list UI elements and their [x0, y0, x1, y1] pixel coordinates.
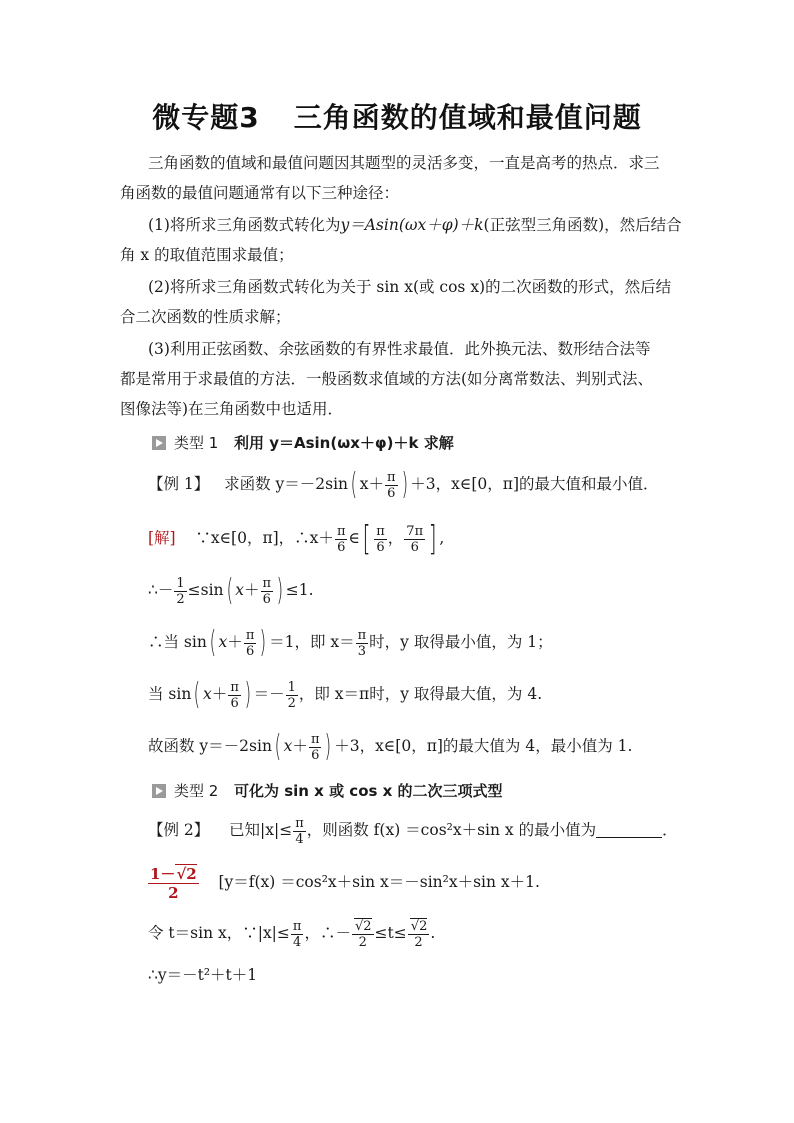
- solution-1-step-4: 当 sin( x＋ $\frac{\pi}{6}$ ) ＝－ $\frac{1}{2}$ ，即 x＝π时，y 取得最大值，为 4.: [148, 677, 543, 712]
- solution-1-step-3: ∴当 sin( x＋ $\frac{\pi}{6}$ ) ＝1，即 x＝ $\frac{\pi}{3}$ 时，y 取得最小值，为 1；: [148, 625, 553, 660]
- title-main: 三角函数的值域和最值问题: [293, 101, 642, 134]
- example-1: 【例 1】 求函数 y＝－2sin( x＋ $\frac{\pi}{6}$ ) ＋3，x∈[0，π]的最大值和最小值．: [148, 467, 659, 502]
- type-1-heading: 类型 1 利用 y＝Asin(ωx＋φ)＋k 求解: [152, 432, 712, 454]
- solution-tag: [解]: [148, 529, 176, 547]
- example-2: 【例 2】 已知|x|≤ $\frac{\pi}{4}$ ，则函数 f(x) ＝cos²x＋sin x 的最小值为 ．: [148, 815, 678, 847]
- answer-blank: [596, 821, 662, 838]
- example-2-label: 【例 2】: [148, 821, 210, 839]
- method-1-line-2: 角 x 的取值范围求最值；: [120, 246, 294, 264]
- type-2-heading: 类型 2 可化为 sin x 或 cos x 的二次三项式型: [152, 780, 712, 802]
- method-2-line-2: 合二次函数的性质求解；: [120, 308, 291, 326]
- solution-1-conclusion: 故函数 y＝－2sin( x＋ $\frac{\pi}{6}$ ) ＋3，x∈[0，π]的最大值为 4，最小值为 1.: [148, 729, 633, 764]
- method-3-line-1: (3)利用正弦函数、余弦函数的有界性求最值．此外换元法、数形结合法等: [148, 340, 651, 358]
- method-3-line-2: 都是常用于求最值的方法．一般函数求值域的方法(如分离常数法、判别式法、: [120, 370, 654, 388]
- fraction: $\frac{\pi}{6}$: [387, 469, 396, 501]
- example-1-label: 【例 1】: [148, 475, 210, 493]
- method-1-line-1: (1)将所求三角函数式转化为y＝Asin(ωx＋φ)＋k(正弦型三角函数)，然后结合: [148, 216, 682, 234]
- page-title: [0, 96, 794, 136]
- solution-1-step-2: ∴－ $\frac{1}{2}$ ≤sin( x＋ $\frac{\pi}{6}$ ) ≤1.: [148, 573, 314, 608]
- solution-1-step-1: [解] ∵x∈[0，π]，∴x＋ $\frac{\pi}{6}$ ∈[ $\frac{\pi}{6}$ ， $\frac{7\pi}{6}$ ] ,: [148, 519, 445, 559]
- method-3-line-3: 图像法等)在三角函数中也适用．: [120, 400, 344, 418]
- method-2-line-1: (2)将所求三角函数式转化为关于 sin x(或 cos x)的二次函数的形式，然后结: [148, 278, 672, 296]
- intro-line-2: 角函数的最值问题通常有以下三种途径：: [120, 184, 400, 202]
- method-1-formula: y＝Asin(ωx＋φ)＋k: [340, 216, 484, 234]
- solution-2-step-3: ∴y＝－t²＋t＋1: [148, 966, 258, 984]
- answer-2: $\frac{1-√2}{2}$: [150, 864, 197, 902]
- title-prefix: 微专题3: [152, 101, 260, 134]
- play-arrow-icon: [152, 436, 166, 450]
- solution-2-step-1: $\frac{1-√2}{2}$ [y＝f(x) ＝cos²x＋sin x＝－sin²x＋sin x＋1.: [150, 864, 540, 902]
- intro-line-1: 三角函数的值域和最值问题因其题型的灵活多变，一直是高考的热点．求三: [148, 154, 660, 172]
- play-arrow-icon: [152, 784, 166, 798]
- solution-2-step-2: 令 t＝sin x，∵|x|≤ $\frac{\pi}{4}$ ，∴－ $\frac{√2}{2}$ ≤t≤ $\frac{√2}{2}$ .: [148, 918, 436, 950]
